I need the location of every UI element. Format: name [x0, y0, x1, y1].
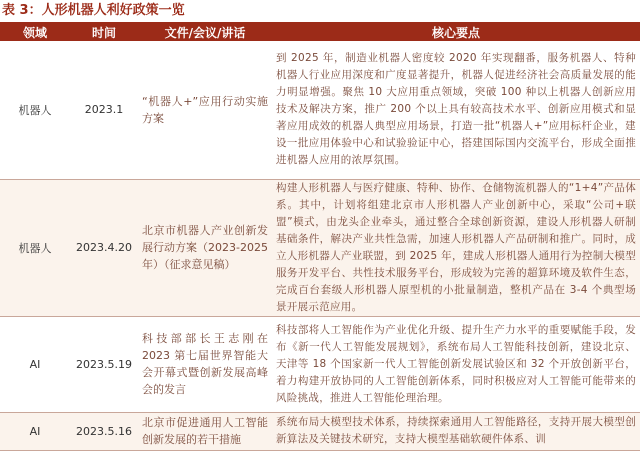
row-doc: 北京市促进通用人工智能创新发展的若干措施	[138, 412, 272, 450]
row-points: 构建人形机器人与医疗健康、特种、协作、仓储物流机器人的“1+4”产品体系。其中，计划将组建北京市人形机器人产业创新中心，采取“公司+联盟”模式，由龙头企业牵头，通过整合全球创新资源，建设人形机器人研制基础条件，解决产业共性急需，加速人形机器人产品研制和推广。同时，成立人形机器人产业联盟，到 2025 年，建成人形机器人通用行为控制大模型服务开发平台、共性技术服务平台，形成较为完善的超算环境及软件生态，完成百台套级人形机器人原型机的小批量制造，整机产品在 3-4 个典型场景开展示范应用。	[272, 179, 640, 316]
row-doc: 北京市机器人产业创新发展行动方案（2023-2025年）（征求意见稿）	[138, 179, 272, 316]
row-date: 2023.5.16	[70, 412, 138, 450]
row-date: 2023.5.19	[70, 316, 138, 412]
header-domain: 领域	[0, 24, 70, 41]
row-domain: AI	[0, 316, 70, 412]
header-points: 核心要点	[272, 24, 640, 41]
header-row	[0, 24, 640, 41]
table-row	[0, 316, 640, 412]
header-date: 时间	[70, 24, 138, 41]
row-domain: 机器人	[0, 179, 70, 316]
row-doc: 科技部部长王志刚在 2023 第七届世界智能大会开幕式暨创新发展高峰会的发言	[138, 316, 272, 412]
policy-table	[0, 24, 640, 451]
row-domain: 机器人	[0, 41, 70, 179]
row-points: 系统布局大模型技术体系，持续探索通用人工智能路径，支持开展大模型创新算法及关键技术研究，支持大模型基础软硬件体系、训	[272, 412, 640, 450]
row-doc: “机器人+”应用行动实施方案	[138, 41, 272, 179]
row-domain: AI	[0, 412, 70, 450]
row-points: 到 2025 年，制造业机器人密度较 2020 年实现翻番，服务机器人、特种机器人行业应用深度和广度显著提升，机器人促进经济社会高质量发展的能力明显增强。聚焦 10 大应用重点领域，突破 100 种以上机器人创新应用技术及解决方案，推广 200 个以上具有较高技术水平、创新应用模式和显著应用成效的机器人典型应用场景，打造一批“机器人+”应用标杆企业，建设一批应用体验中心和试验验证中心，搭建国际国内交流平台，形成全面推进机器人应用的浓厚氛围。	[272, 41, 640, 179]
table-row	[0, 412, 640, 450]
row-points: 科技部将人工智能作为产业优化升级、提升生产力水平的重要赋能手段，发布《新一代人工智能发展规划》，系统布局人工智能科技创新，建设北京、天津等 18 个国家新一代人工智能创新发展试验区和 32 个开放创新平台，着力构建开放协同的人工智能创新体系，同时积极应对人工智能可能带来的风险挑战，推进人工智能伦理治理。	[272, 316, 640, 412]
table-row	[0, 41, 640, 179]
table-row	[0, 179, 640, 316]
row-date: 2023.4.20	[70, 179, 138, 316]
header-doc: 文件/会议/讲话	[138, 24, 272, 41]
table-caption: 表 3：人形机器人利好政策一览	[0, 0, 640, 24]
row-date: 2023.1	[70, 41, 138, 179]
